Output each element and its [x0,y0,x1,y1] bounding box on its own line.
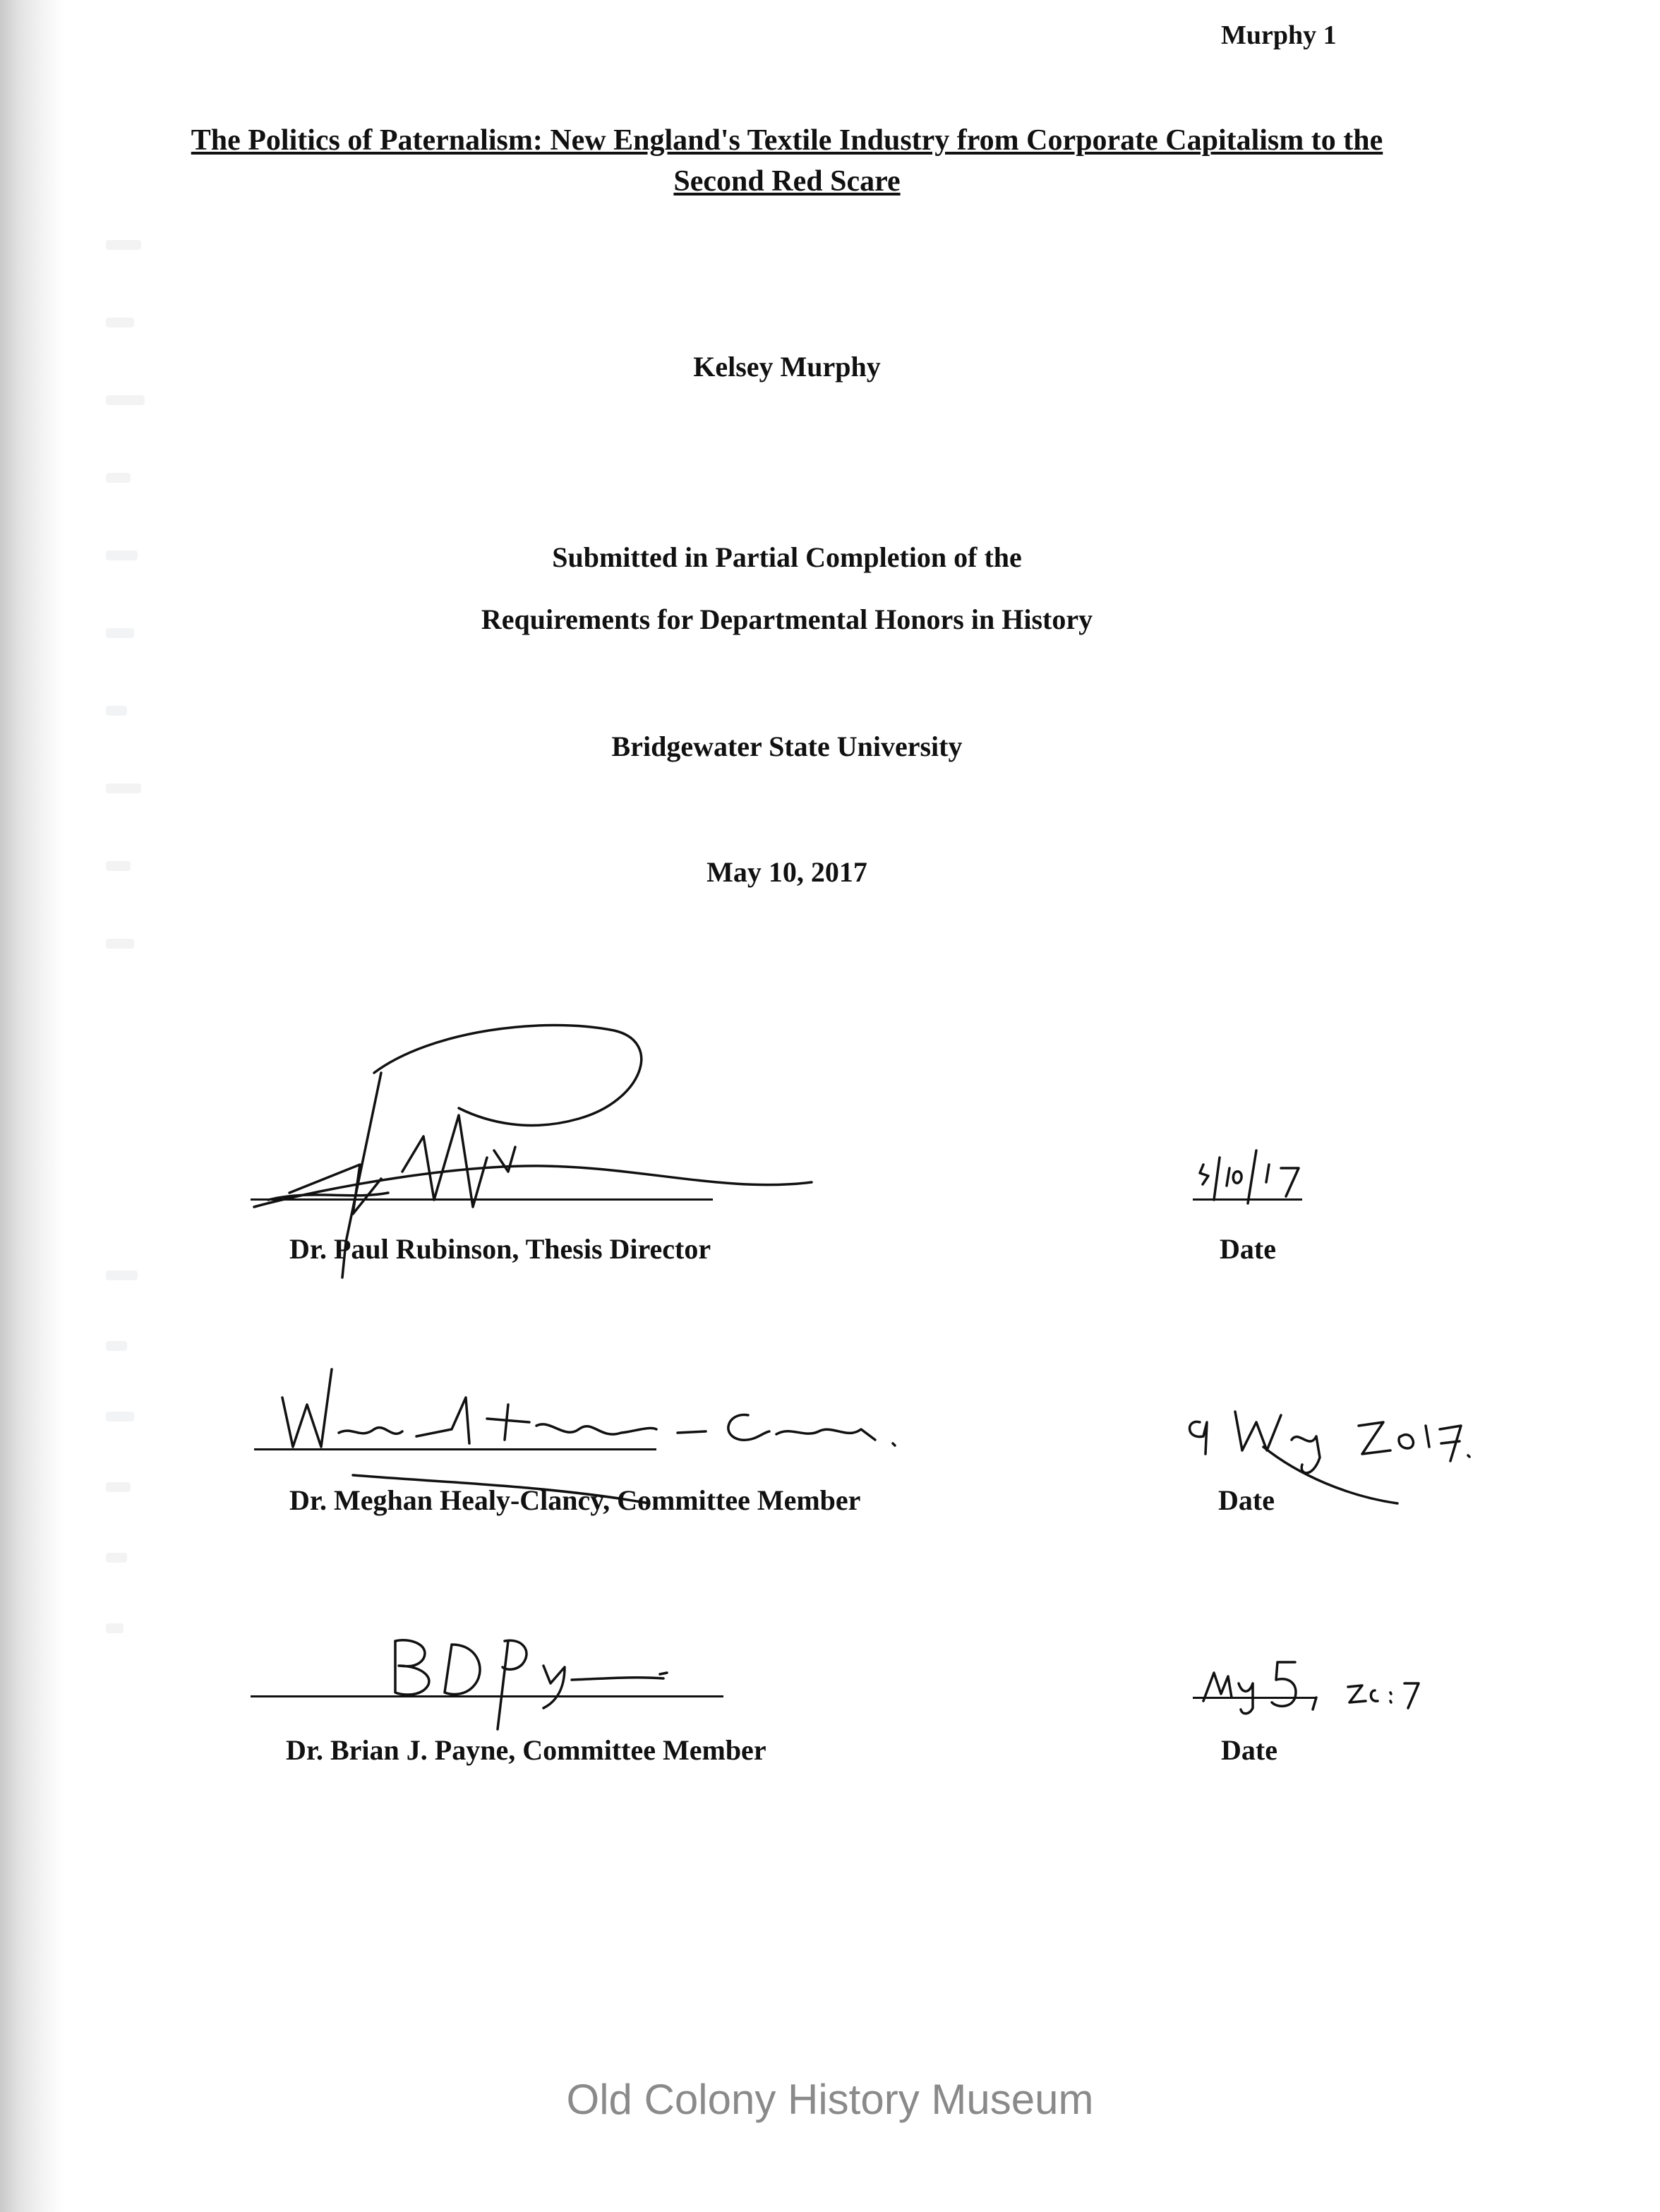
signatory-2-name: Dr. Meghan Healy-Clancy, Committee Member [289,1484,861,1516]
handwritten-date-3 [1193,1645,1433,1722]
signatory-3-name: Dr. Brian J. Payne, Committee Member [286,1734,766,1766]
binding-shadow [0,0,64,2212]
signature-brian-payne [381,1623,706,1743]
author-name: Kelsey Murphy [693,351,881,383]
page-header: Murphy 1 [1221,20,1337,50]
thesis-title-line-1: The Politics of Paternalism: New England's Textile Industry from Corporate Capitalism to the [191,124,1383,157]
date-label-1: Date [1220,1233,1276,1265]
submission-line-2: Requirements for Departmental Honors in History [481,603,1093,635]
date-label-2: Date [1218,1484,1275,1516]
show-through-text [106,240,247,2004]
handwritten-date-1 [1193,1136,1348,1207]
submission-line-1: Submitted in Partial Completion of the [552,541,1022,573]
date-label-3: Date [1221,1734,1277,1766]
institution-name: Bridgewater State University [611,731,963,762]
submission-date: May 10, 2017 [706,856,867,888]
signatory-1-name: Dr. Paul Rubinson, Thesis Director [289,1233,711,1265]
watermark: Old Colony History Museum [566,2076,1094,2123]
thesis-title-line-2: Second Red Scare [673,165,901,198]
thesis-title [0,120,1574,202]
